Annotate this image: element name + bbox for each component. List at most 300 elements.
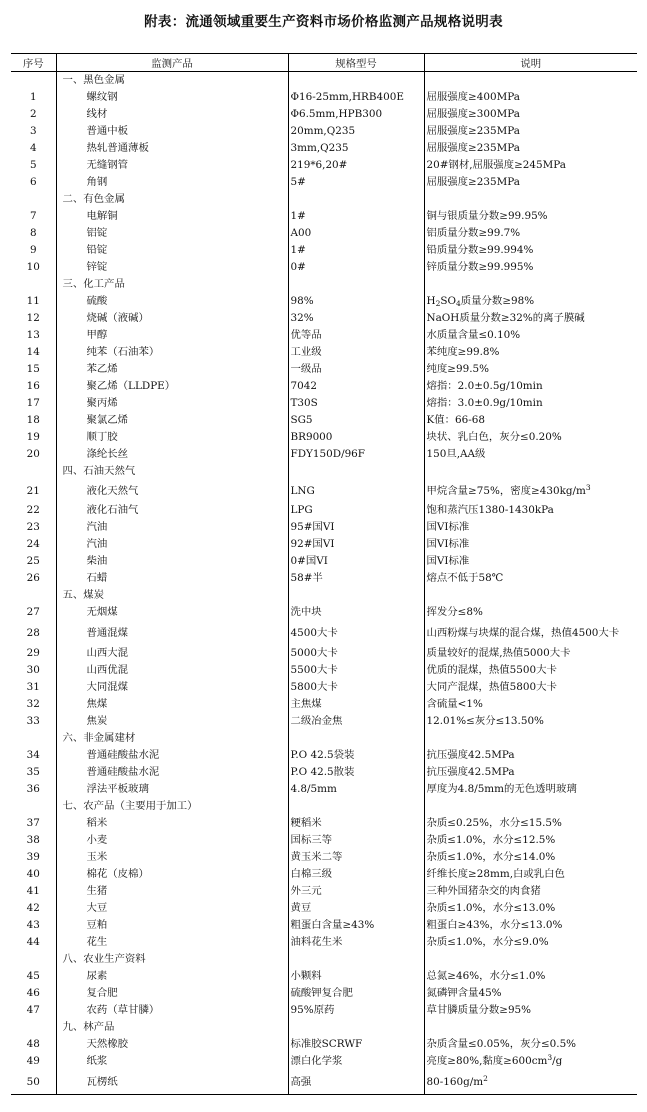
row-no: 14 — [26, 346, 40, 358]
desc-text: H — [426, 295, 436, 307]
row-no: 34 — [26, 749, 40, 761]
table-row — [11, 866, 637, 883]
row-no: 28 — [26, 626, 40, 639]
row-desc: NaOH质量分数≥32%的离子膜碱 — [424, 310, 637, 327]
table-row — [11, 412, 637, 429]
table-row — [11, 645, 637, 662]
row-desc: 优质的混煤，热值5500大卡 — [424, 662, 637, 679]
table-row — [11, 536, 637, 553]
category-desc-cell — [424, 1019, 637, 1036]
row-product: 铝锭 — [56, 225, 288, 242]
row-product: 普通硅酸盐水泥 — [56, 764, 288, 781]
table-row — [11, 1002, 637, 1019]
row-product: 锌锭 — [56, 259, 288, 276]
row-no: 7 — [29, 210, 37, 222]
table-row — [11, 344, 637, 361]
row-desc: 草甘膦质量分数≥95% — [424, 1002, 637, 1019]
row-spec: 219*6,20# — [288, 157, 424, 174]
row-desc: 屈服强度≥235MPa — [424, 174, 637, 191]
row-product: 玉米 — [56, 849, 288, 866]
row-product: 聚丙烯 — [56, 395, 288, 412]
table-row — [11, 747, 637, 764]
row-spec: 一级品 — [288, 361, 424, 378]
row-desc: 杂质≤1.0%，水分≤9.0% — [424, 934, 637, 951]
row-desc — [424, 480, 637, 502]
row-spec: 92#国VI — [288, 536, 424, 553]
row-desc: 铝质量分数≥99.7% — [424, 225, 637, 242]
table-row — [11, 259, 637, 276]
row-no: 5 — [29, 159, 37, 171]
category-no-cell — [11, 72, 56, 90]
category-desc-cell — [424, 730, 637, 747]
row-product: 无缝钢管 — [56, 157, 288, 174]
desc-text: 80-160g/m — [426, 1075, 484, 1088]
row-desc: 杂质≤1.0%，水分≤14.0% — [424, 849, 637, 866]
row-no: 8 — [29, 227, 37, 239]
row-desc: 含硫量<1% — [424, 696, 637, 713]
category-desc-cell — [424, 798, 637, 815]
row-desc: 大同产混煤，热值5800大卡 — [424, 679, 637, 696]
row-no: 2 — [29, 108, 37, 120]
category-name: 三、化工产品 — [56, 276, 288, 293]
row-no: 26 — [26, 572, 40, 584]
row-desc: 屈服强度≥235MPa — [424, 140, 637, 157]
category-spec-cell — [288, 463, 424, 480]
row-spec: 7042 — [288, 378, 424, 395]
row-spec: 油料花生米 — [288, 934, 424, 951]
row-no: 50 — [11, 1070, 56, 1095]
table-row — [11, 883, 637, 900]
row-product: 纸浆 — [56, 1053, 288, 1070]
category-row — [11, 587, 637, 604]
row-product: 聚氯乙烯 — [56, 412, 288, 429]
table-row — [11, 208, 637, 225]
row-desc: 纤维长度≥28mm,白或乳白色 — [424, 866, 637, 883]
table-row — [11, 662, 637, 679]
category-row — [11, 191, 637, 208]
table-row — [11, 713, 637, 730]
row-no: 6 — [29, 176, 37, 188]
row-no: 43 — [26, 919, 40, 931]
row-no: 12 — [26, 312, 40, 324]
row-no: 1 — [29, 91, 37, 103]
row-desc: 杂质≤0.25%，水分≤15.5% — [424, 815, 637, 832]
row-product: 角钢 — [56, 174, 288, 191]
row-product: 大同混煤 — [56, 679, 288, 696]
category-no-cell — [11, 276, 56, 293]
row-spec: 4500大卡 — [288, 621, 424, 645]
desc-superscript: 3 — [585, 482, 591, 492]
category-no-cell — [11, 587, 56, 604]
row-desc: 三种外国猪杂交的肉食猪 — [424, 883, 637, 900]
desc-text: 甲烷含量≥75%，密度≥430kg/m — [426, 484, 586, 497]
row-no: 46 — [26, 987, 40, 999]
row-product: 线材 — [56, 106, 288, 123]
category-name: 一、黑色金属 — [56, 72, 288, 90]
row-desc: 质量较好的混煤,热值5000大卡 — [424, 645, 637, 662]
row-desc: 氮磷钾含量45% — [424, 985, 637, 1002]
category-row — [11, 798, 637, 815]
row-no: 16 — [26, 380, 40, 392]
table-row — [11, 621, 637, 645]
row-spec: Φ16-25mm,HRB400E — [288, 89, 424, 106]
row-no: 45 — [26, 970, 40, 982]
row-no: 39 — [26, 851, 40, 863]
category-desc-cell — [424, 587, 637, 604]
table-row — [11, 123, 637, 140]
category-spec-cell — [288, 276, 424, 293]
desc-superscript: 2 — [483, 1073, 488, 1083]
row-desc: 铅质量分数≥99.994% — [424, 242, 637, 259]
row-desc: 国VI标准 — [424, 519, 637, 536]
table-row — [11, 446, 637, 463]
row-spec: P.O 42.5袋装 — [288, 747, 424, 764]
table-row — [11, 174, 637, 191]
row-spec: A00 — [288, 225, 424, 242]
row-product: 瓦楞纸 — [56, 1070, 288, 1095]
table-row — [11, 1070, 637, 1095]
category-row — [11, 72, 637, 90]
table-row — [11, 553, 637, 570]
row-product: 苯乙烯 — [56, 361, 288, 378]
row-desc: 杂质≤1.0%，水分≤13.0% — [424, 900, 637, 917]
table-row — [11, 361, 637, 378]
row-product: 花生 — [56, 934, 288, 951]
row-no: 9 — [29, 244, 37, 256]
category-row — [11, 276, 637, 293]
row-product: 液化石油气 — [56, 502, 288, 519]
row-spec: 粳稻米 — [288, 815, 424, 832]
row-spec: 优等品 — [288, 327, 424, 344]
row-no: 36 — [26, 783, 40, 795]
row-product: 顺丁胶 — [56, 429, 288, 446]
category-row — [11, 951, 637, 968]
row-desc: 熔指：3.0±0.9g/10min — [424, 395, 637, 412]
row-product: 尿素 — [56, 968, 288, 985]
row-product: 硫酸 — [56, 293, 288, 310]
desc-text: 质量分数≥98% — [460, 295, 535, 307]
document-title: 附表：流通领域重要生产资料市场价格监测产品规格说明表 — [144, 14, 503, 30]
table-row — [11, 89, 637, 106]
row-spec: FDY150D/96F — [288, 446, 424, 463]
row-spec: 小颗料 — [288, 968, 424, 985]
row-spec: 58#半 — [288, 570, 424, 587]
category-row — [11, 730, 637, 747]
row-product: 复合肥 — [56, 985, 288, 1002]
table-body — [11, 72, 637, 1095]
row-product: 液化天然气 — [56, 480, 288, 502]
row-spec: P.O 42.5散装 — [288, 764, 424, 781]
row-spec: 漂白化学浆 — [288, 1053, 424, 1070]
row-no: 35 — [26, 766, 40, 778]
row-spec: 95#国VI — [288, 519, 424, 536]
row-spec: 黄玉米二等 — [288, 849, 424, 866]
row-no: 32 — [26, 698, 40, 710]
row-no: 38 — [26, 834, 40, 846]
row-product: 农药（草甘膦） — [56, 1002, 288, 1019]
row-product: 螺纹钢 — [56, 89, 288, 106]
row-desc: 熔点不低于58℃ — [424, 570, 637, 587]
row-no: 21 — [26, 484, 40, 497]
table-row — [11, 429, 637, 446]
category-desc-cell — [424, 463, 637, 480]
table-row — [11, 968, 637, 985]
category-name: 九、林产品 — [56, 1019, 288, 1036]
category-spec-cell — [288, 72, 424, 90]
header-product: 监测产品 — [56, 54, 288, 72]
category-name: 二、有色金属 — [56, 191, 288, 208]
row-no: 11 — [26, 295, 40, 307]
row-desc — [424, 293, 637, 310]
table-row — [11, 1036, 637, 1053]
category-no-cell — [11, 730, 56, 747]
desc-subscript: 2 — [435, 299, 441, 308]
row-desc: 粗蛋白≥43%，水分≤13.0% — [424, 917, 637, 934]
category-desc-cell — [424, 276, 637, 293]
row-spec: BR9000 — [288, 429, 424, 446]
category-row — [11, 463, 637, 480]
row-spec: SG5 — [288, 412, 424, 429]
row-spec: 95%原药 — [288, 1002, 424, 1019]
row-desc: 锌质量分数≥99.995% — [424, 259, 637, 276]
row-spec: LPG — [288, 502, 424, 519]
row-spec: 3mm,Q235 — [288, 140, 424, 157]
table-header-row — [11, 54, 637, 72]
row-desc: 国VI标准 — [424, 536, 637, 553]
row-spec: 白棉三级 — [288, 866, 424, 883]
row-spec: 高强 — [288, 1070, 424, 1095]
row-desc: 12.01%≤灰分≤13.50% — [424, 713, 637, 730]
row-product: 汽油 — [56, 536, 288, 553]
table-row — [11, 310, 637, 327]
row-desc: K值：66-68 — [424, 412, 637, 429]
row-no: 41 — [26, 885, 40, 897]
row-desc: 屈服强度≥400MPa — [424, 89, 637, 106]
category-name: 五、煤炭 — [56, 587, 288, 604]
row-no: 42 — [26, 902, 40, 914]
row-spec: 工业级 — [288, 344, 424, 361]
category-desc-cell — [424, 72, 637, 90]
row-spec: 硫酸钾复合肥 — [288, 985, 424, 1002]
desc-text: SO — [440, 295, 456, 307]
row-spec: 主焦煤 — [288, 696, 424, 713]
row-spec: 20mm,Q235 — [288, 123, 424, 140]
header-desc: 说明 — [424, 54, 637, 72]
table-row — [11, 1053, 637, 1070]
table-row — [11, 985, 637, 1002]
row-no: 33 — [26, 715, 40, 727]
row-desc: 屈服强度≥235MPa — [424, 123, 637, 140]
table-row — [11, 570, 637, 587]
category-no-cell — [11, 191, 56, 208]
row-desc: 20#钢材,屈服强度≥245MPa — [424, 157, 637, 174]
row-product: 普通混煤 — [56, 621, 288, 645]
row-product: 豆粕 — [56, 917, 288, 934]
row-spec: LNG — [288, 480, 424, 502]
table-row — [11, 157, 637, 174]
category-desc-cell — [424, 951, 637, 968]
table-row — [11, 378, 637, 395]
row-desc: 杂质含量≤0.05%，灰分≤0.5% — [424, 1036, 637, 1053]
row-spec: 32% — [288, 310, 424, 327]
table-row — [11, 900, 637, 917]
row-desc: 抗压强度42.5MPa — [424, 764, 637, 781]
row-no: 47 — [26, 1004, 40, 1016]
row-desc: 杂质≤1.0%，水分≤12.5% — [424, 832, 637, 849]
row-no: 44 — [26, 936, 40, 948]
table-row — [11, 327, 637, 344]
row-product: 普通中板 — [56, 123, 288, 140]
table-row — [11, 242, 637, 259]
row-spec: 4.8/5mm — [288, 781, 424, 798]
row-no: 27 — [26, 606, 40, 618]
desc-subscript: 4 — [455, 299, 461, 308]
table-row — [11, 140, 637, 157]
category-no-cell — [11, 951, 56, 968]
table-row — [11, 480, 637, 502]
table-row — [11, 764, 637, 781]
row-no: 10 — [26, 261, 40, 273]
table-row — [11, 395, 637, 412]
category-name: 六、非金属建材 — [56, 730, 288, 747]
table-row — [11, 815, 637, 832]
desc-superscript: 3 — [547, 1053, 553, 1062]
row-desc: 总氮≥46%，水分≤1.0% — [424, 968, 637, 985]
row-spec: 5500大卡 — [288, 662, 424, 679]
row-spec: 1# — [288, 242, 424, 259]
category-name: 七、农产品（主要用于加工） — [56, 798, 288, 815]
row-product: 烧碱（液碱） — [56, 310, 288, 327]
row-no: 18 — [26, 414, 40, 426]
table-row — [11, 293, 637, 310]
row-no: 48 — [26, 1038, 40, 1050]
category-spec-cell — [288, 191, 424, 208]
row-desc — [424, 1070, 637, 1095]
header-spec: 规格型号 — [288, 54, 424, 72]
category-spec-cell — [288, 951, 424, 968]
row-no: 49 — [26, 1055, 40, 1067]
row-no: 15 — [26, 363, 40, 375]
row-spec: 国标三等 — [288, 832, 424, 849]
row-no: 17 — [26, 397, 40, 409]
row-spec: 洗中块 — [288, 604, 424, 621]
row-product: 棉花（皮棉） — [56, 866, 288, 883]
spec-table — [11, 53, 637, 1095]
row-product: 生猪 — [56, 883, 288, 900]
category-spec-cell — [288, 587, 424, 604]
row-desc: 熔指：2.0±0.5g/10min — [424, 378, 637, 395]
row-no: 40 — [26, 868, 40, 880]
row-spec: 98% — [288, 293, 424, 310]
header-no: 序号 — [11, 54, 56, 72]
row-spec: 5000大卡 — [288, 645, 424, 662]
table-row — [11, 934, 637, 951]
row-no: 30 — [26, 664, 40, 676]
row-desc: 苯纯度≥99.8% — [424, 344, 637, 361]
row-spec: 1# — [288, 208, 424, 225]
row-product: 汽油 — [56, 519, 288, 536]
row-no: 3 — [29, 125, 37, 137]
row-no: 25 — [26, 555, 40, 567]
row-desc: 山西粉煤与块煤的混合煤，热值4500大卡 — [424, 621, 637, 645]
row-desc: 150旦,AA级 — [424, 446, 637, 463]
desc-text: /g — [552, 1055, 563, 1067]
row-no: 23 — [26, 521, 40, 533]
row-product: 山西大混 — [56, 645, 288, 662]
category-no-cell — [11, 798, 56, 815]
row-no: 22 — [26, 504, 40, 516]
category-no-cell — [11, 1019, 56, 1036]
category-desc-cell — [424, 191, 637, 208]
row-desc: 抗压强度42.5MPa — [424, 747, 637, 764]
row-product: 石蜡 — [56, 570, 288, 587]
table-row — [11, 832, 637, 849]
table-row — [11, 106, 637, 123]
row-spec: 0# — [288, 259, 424, 276]
table-row — [11, 502, 637, 519]
table-row — [11, 849, 637, 866]
row-desc: 饱和蒸汽压1380-1430kPa — [424, 502, 637, 519]
row-spec: 二级冶金焦 — [288, 713, 424, 730]
row-no: 4 — [29, 142, 37, 154]
category-name: 八、农业生产资料 — [56, 951, 288, 968]
row-product: 涤纶长丝 — [56, 446, 288, 463]
row-spec: 5# — [288, 174, 424, 191]
category-spec-cell — [288, 1019, 424, 1036]
row-product: 热轧普通薄板 — [56, 140, 288, 157]
table-row — [11, 604, 637, 621]
row-spec: 0#国VI — [288, 553, 424, 570]
row-product: 稻米 — [56, 815, 288, 832]
row-desc: 块状、乳白色，灰分≤0.20% — [424, 429, 637, 446]
category-spec-cell — [288, 798, 424, 815]
table-row — [11, 781, 637, 798]
row-no: 37 — [26, 817, 40, 829]
row-no: 24 — [26, 538, 40, 550]
row-product: 电解铜 — [56, 208, 288, 225]
row-product: 铅锭 — [56, 242, 288, 259]
table-row — [11, 679, 637, 696]
row-product: 浮法平板玻璃 — [56, 781, 288, 798]
row-product: 山西优混 — [56, 662, 288, 679]
row-spec: 标准胶SCRWF — [288, 1036, 424, 1053]
table-row — [11, 225, 637, 242]
row-product: 小麦 — [56, 832, 288, 849]
row-no: 20 — [26, 448, 40, 460]
row-desc: 厚度为4.8/5mm的无色透明玻璃 — [424, 781, 637, 798]
row-desc: 铜与银质量分数≥99.95% — [424, 208, 637, 225]
row-spec: 黄豆 — [288, 900, 424, 917]
row-product: 柴油 — [56, 553, 288, 570]
category-spec-cell — [288, 730, 424, 747]
table-row — [11, 917, 637, 934]
row-spec: 粗蛋白含量≥43% — [288, 917, 424, 934]
row-product: 纯苯（石油苯） — [56, 344, 288, 361]
row-product: 无烟煤 — [56, 604, 288, 621]
row-spec: 5800大卡 — [288, 679, 424, 696]
row-no: 31 — [26, 681, 40, 693]
row-spec: T30S — [288, 395, 424, 412]
row-product: 聚乙烯（LLDPE） — [56, 378, 288, 395]
row-product: 焦炭 — [56, 713, 288, 730]
row-product: 焦煤 — [56, 696, 288, 713]
row-no: 29 — [26, 647, 40, 659]
row-product: 普通硅酸盐水泥 — [56, 747, 288, 764]
row-product: 甲醇 — [56, 327, 288, 344]
row-desc: 纯度≥99.5% — [424, 361, 637, 378]
row-spec: Φ6.5mm,HPB300 — [288, 106, 424, 123]
row-no: 19 — [26, 431, 40, 443]
